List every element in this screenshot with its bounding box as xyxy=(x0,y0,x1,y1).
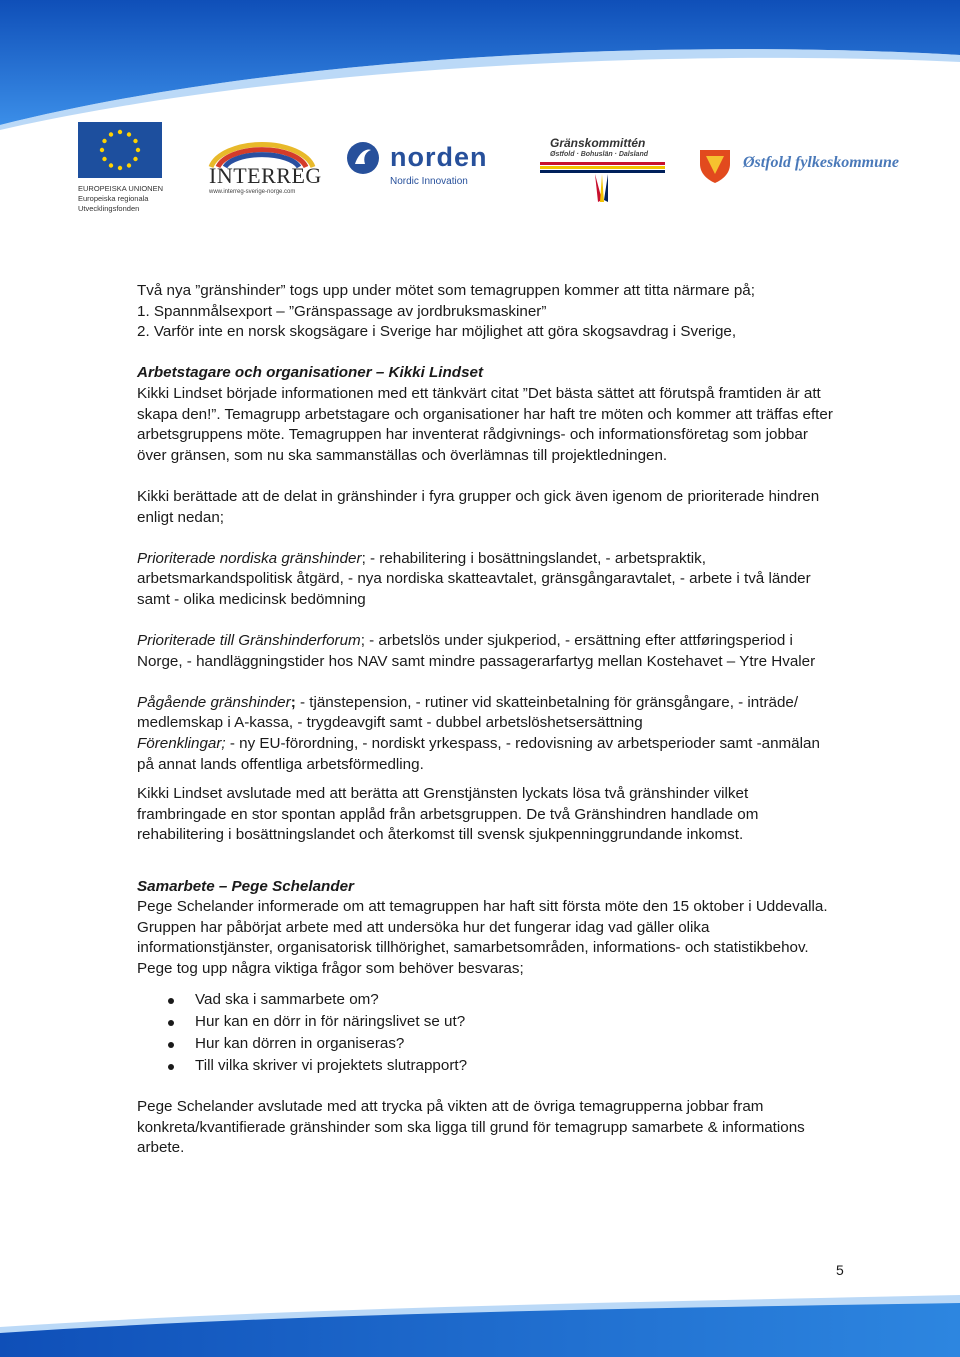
norden-subtitle: Nordic Innovation xyxy=(390,176,468,187)
interreg-url: www.interreg-sverige-norge.com xyxy=(209,189,296,195)
section1-paragraph: Kikki Lindset började informationen med ett tänkvärt citat ”Det bästa sättet att förutspå framtiden är att skapa den!”. Temagrupp arbetstagare och organisationer har haft tre möten och kommer att träffas efter arbetsgruppens möte. Temagruppen har inventerat rådgivnings- och informationsföretag som jobbar över gränsen, som nu ska sammanställas och överlämnas till projektledningen. xyxy=(137,384,833,464)
eu-caption: EUROPEISKA UNIONEN Europeiska regionala Utvecklingsfonden xyxy=(78,184,164,213)
nordic-barriers-label: Prioriterade nordiska gränshinder xyxy=(137,549,362,567)
ostfold-shield-icon xyxy=(698,148,732,184)
kikki-conclusion-paragraph: Kikki Lindset avslutade med att berätta att Grenstjänsten lyckats lösa två gränshinder vilket frambringade en stor spontan applåd från arbetsgruppen. De två Gränshindren handlade om rehabilitering i bosättningslandet och återkomst till svensk sjukpenninggrundande inkomst. xyxy=(137,785,759,844)
simplifications-text: - ny EU-förordning, - nordiskt yrkespass, - redovisning av arbetsperioder samt -anmälan på annat lands offentliga arbetsförmedling. xyxy=(137,735,820,773)
norden-swan-icon xyxy=(345,140,381,176)
eu-logo xyxy=(78,122,188,222)
ostfold-wordmark: Østfold fylkeskommune xyxy=(743,154,899,171)
list-item-text: Hur kan dörren in organiseras? xyxy=(195,1034,405,1052)
granskommitten-flag-icon xyxy=(540,158,670,208)
list-item xyxy=(137,989,837,1011)
list-item-text: Hur kan en dörr in för näringslivet se ut? xyxy=(195,1012,466,1030)
list-item xyxy=(137,1033,837,1055)
list-item-text: Vad ska i sammarbete om? xyxy=(195,990,379,1008)
intro-text: Två nya ”gränshinder” togs upp under mötet som temagruppen kommer att titta närmare på; xyxy=(137,282,755,299)
nordic-barriers-paragraph xyxy=(137,549,837,611)
norden-logo xyxy=(345,140,510,195)
kikki-groups-paragraph: Kikki berättade att de delat in gränshinder i fyra grupper och gick även igenom de prioriterade hindren enligt nedan; xyxy=(137,487,820,526)
ongoing-barriers-text: - tjänstepension, - rutiner vid skatteinbetalning för gränsgångare, - inträde/ medlemskap i A-kassa, - trygdeavgift samt - dubbel arbetslöshetsersättning xyxy=(137,693,799,732)
norden-wordmark: norden xyxy=(390,142,488,172)
footer-band xyxy=(0,1277,960,1357)
granskommitten-logo xyxy=(540,136,670,206)
ongoing-barriers-semicolon: ; xyxy=(290,693,296,711)
interreg-logo xyxy=(205,135,320,205)
list-item-text: Till vilka skriver vi projektets slutrapport? xyxy=(195,1056,468,1074)
simplifications-label: Förenklingar; xyxy=(137,735,226,753)
ongoing-barriers-label: Pågående gränshinder xyxy=(137,693,291,711)
section2-heading: Samarbete – Pege Schelander xyxy=(137,877,354,895)
simplifications-paragraph xyxy=(137,734,837,775)
granskommitten-subtitle: Østfold · Bohuslän · Dalsland xyxy=(550,151,649,158)
item-2: 2. Varför inte en norsk skogsägare i Sverige har möjlighet att göra skogsavdrag i Sverige, xyxy=(137,323,737,341)
ostfold-logo xyxy=(698,148,918,188)
bullet-icon xyxy=(168,1064,174,1070)
forum-barriers-text: ; - arbetslös under sjukperiod, - ersättning efter attføringsperiod i Norge, - handläggningstider hos NAV samt mindre passagerarfartyg mellan Kostehavet – Ytre Hvaler xyxy=(137,632,816,670)
page-number: 5 xyxy=(836,1262,844,1278)
question-list xyxy=(137,989,837,1077)
item-1: 1. Spannmålsexport – ”Gränspassage av jordbruksmaskiner” xyxy=(137,302,547,320)
ongoing-barriers-paragraph xyxy=(137,693,837,734)
bullet-icon xyxy=(168,998,174,1004)
forum-barriers-paragraph xyxy=(137,631,837,672)
header-band xyxy=(0,0,960,130)
list-item xyxy=(137,1055,837,1077)
section1-heading: Arbetstagare och organisationer – Kikki Lindset xyxy=(137,364,484,382)
eu-flag-icon xyxy=(78,122,162,178)
bullet-icon xyxy=(168,1042,174,1048)
document-body xyxy=(137,281,837,1159)
interreg-wordmark: INTERREG xyxy=(209,163,322,188)
bullet-icon xyxy=(168,1020,174,1026)
closing-paragraph: Pege Schelander avslutade med att trycka på vikten att de övriga temagrupperna jobbar fram konkreta/kvantifierade gränshinder som ska ligga till grund för temagrupp samarbete & informations arbete. xyxy=(137,1098,805,1157)
section2-paragraph: Pege Schelander informerade om att temagruppen har haft sitt första möte den 15 oktober i Uddevalla. Gruppen har påbörjat arbete med att undersöka hur det fungerar idag vad gäller olika informationstjänster, organisatorisk tillhörighet, samarbetsområden, informations- och statistikbehov. Pege tog upp några viktiga frågor som behöver besvaras; xyxy=(137,898,828,977)
list-item xyxy=(137,1011,837,1033)
nordic-barriers-text: ; - rehabilitering i bosättningslandet, - arbetspraktik, arbetsmarkandspolitisk åtgärd, - nya nordiska skatteavtalet, gränsgångaravtalet, - arbete i två länder samt - olika medicinsk bedömning xyxy=(137,549,811,608)
forum-barriers-label: Prioriterade till Gränshinderforum xyxy=(137,632,361,650)
granskommitten-wordmark: Gränskommittén xyxy=(550,136,646,150)
